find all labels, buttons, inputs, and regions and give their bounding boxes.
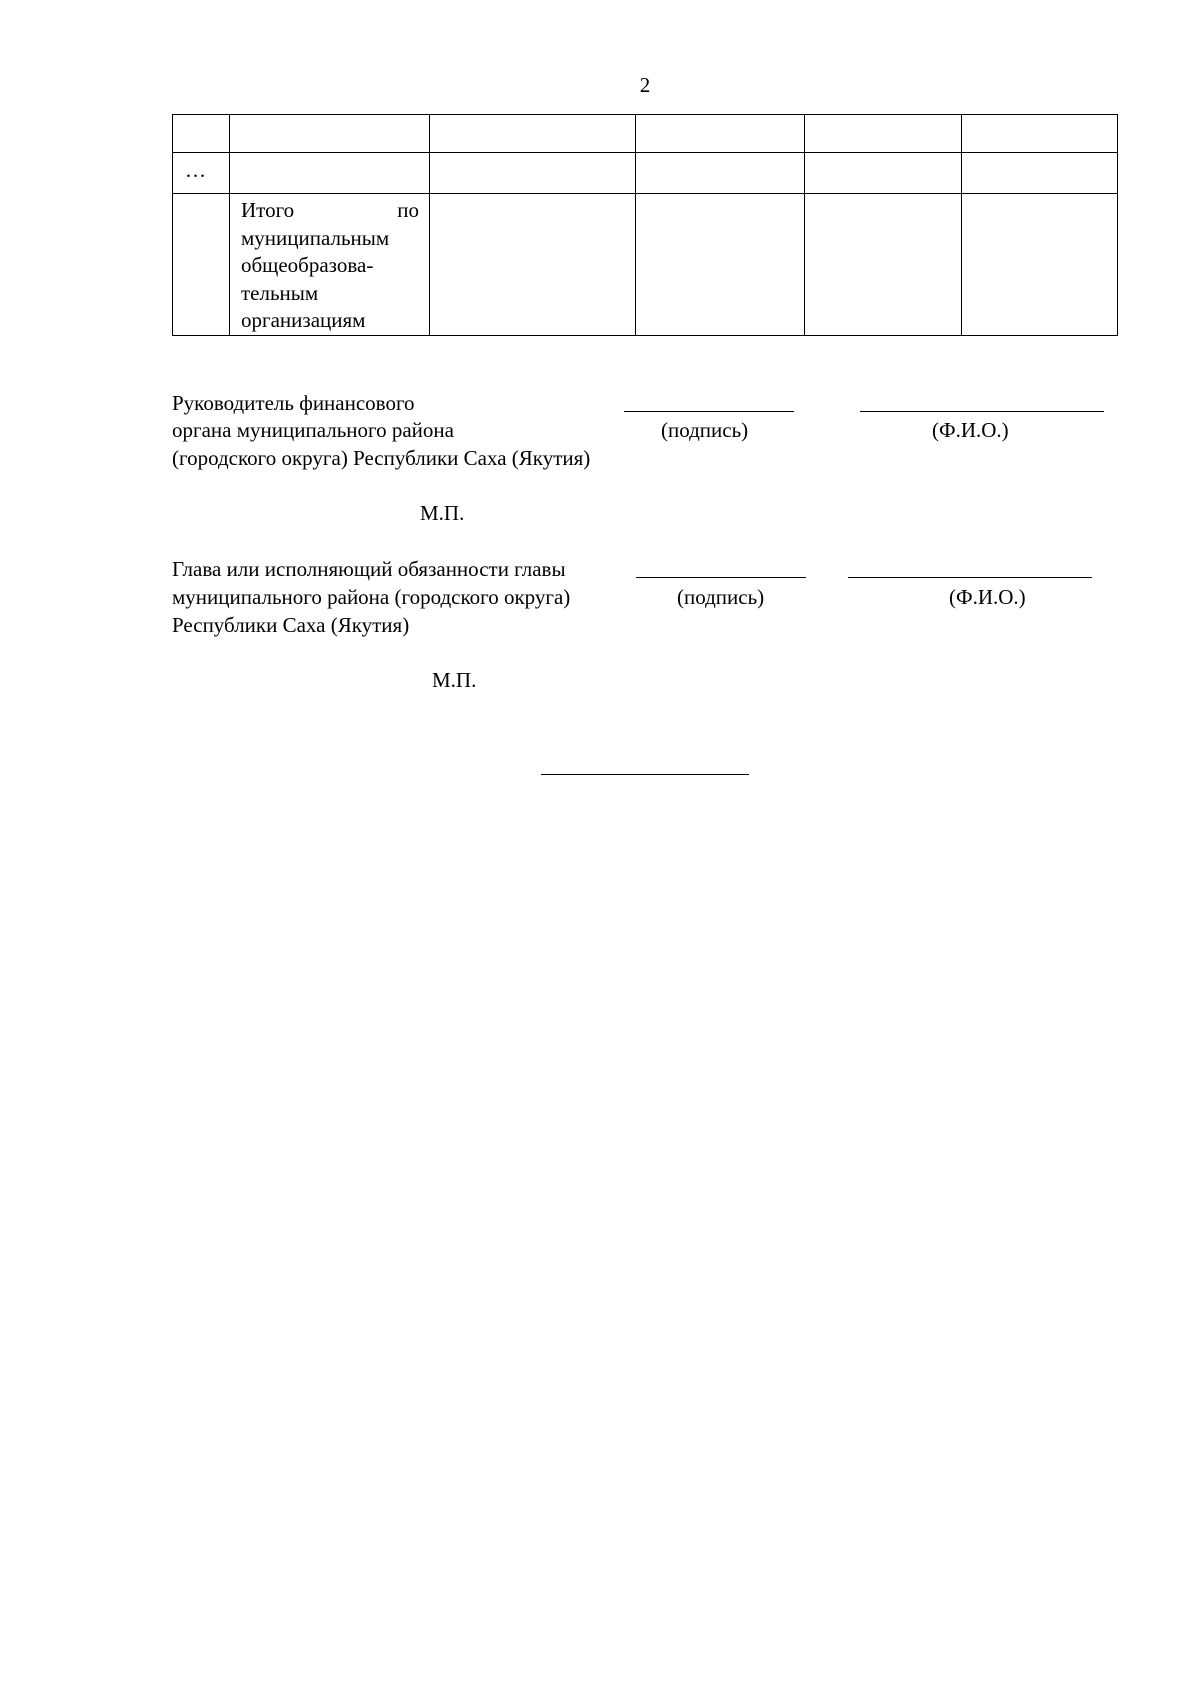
table-cell	[173, 115, 230, 153]
table-cell-total-label	[230, 194, 430, 336]
table-row	[173, 153, 1118, 194]
signature-caption: (подпись)	[677, 585, 765, 609]
total-label-line: организациям	[241, 308, 366, 332]
table-cell	[230, 153, 430, 194]
signature-line	[624, 411, 794, 412]
total-label-line: тельным	[241, 280, 319, 305]
total-label-line: общеобразова-	[241, 253, 374, 277]
table-cell	[962, 194, 1118, 336]
table-cell	[430, 115, 636, 153]
signer-title-line: муниципального района (городского округа)	[172, 585, 571, 609]
name-caption: (Ф.И.О.)	[949, 585, 1026, 609]
name-caption: (Ф.И.О.)	[932, 418, 1009, 442]
table-cell	[430, 153, 636, 194]
signer-title-line: органа муниципального района	[172, 418, 454, 442]
table-cell	[962, 115, 1118, 153]
end-of-document-rule	[541, 774, 749, 775]
table-cell	[173, 194, 230, 336]
page-number: 2	[639, 73, 651, 97]
table-cell	[805, 194, 962, 336]
table-cell	[430, 194, 636, 336]
table-row	[173, 115, 1118, 153]
total-label-line: Итого по	[241, 198, 419, 222]
table-cell	[805, 153, 962, 194]
signer-title-line: Республики Саха (Якутия)	[172, 613, 410, 637]
signer-title-line: (городского округа) Республики Саха (Якутия)	[172, 446, 591, 470]
name-line	[848, 577, 1092, 578]
stamp-label: М.П.	[420, 501, 465, 525]
signature-caption: (подпись)	[661, 418, 749, 442]
name-line	[860, 411, 1104, 412]
table-cell-ellipsis: …	[173, 153, 230, 194]
table-cell	[636, 115, 805, 153]
signature-line	[636, 577, 806, 578]
stamp-label: М.П.	[432, 668, 477, 692]
table-cell	[230, 115, 430, 153]
table-cell	[636, 153, 805, 194]
total-label-line: муниципальным	[241, 225, 390, 250]
signer-title-line: Глава или исполняющий обязанности главы	[172, 557, 566, 581]
table-cell	[962, 153, 1118, 194]
table-cell	[636, 194, 805, 336]
table-row-total	[173, 194, 1118, 336]
report-table	[172, 114, 1118, 336]
table-cell	[805, 115, 962, 153]
signer-title-line: Руководитель финансового	[172, 391, 415, 415]
